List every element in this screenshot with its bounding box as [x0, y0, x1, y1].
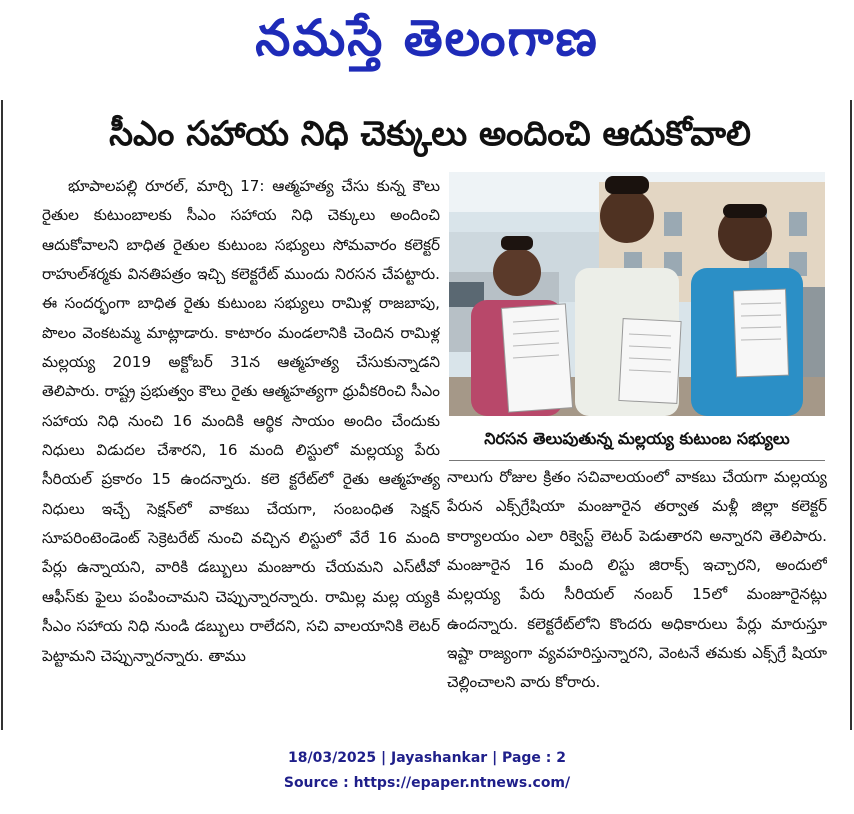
photo-caption: నిరసన తెలుపుతున్న మల్లయ్య కుటుంబ సభ్యులు	[484, 429, 790, 448]
newspaper-masthead: నమస్తే తెలంగాణ	[255, 8, 599, 67]
caption-divider	[449, 460, 825, 461]
footer-edition-info: 18/03/2025 | Jayashankar | Page : 2	[288, 750, 566, 766]
article-body-left-column: భూపాలపల్లి రూరల్, మార్చి 17: ఆత్మహత్య చేసు కున్న కౌలు రైతుల కుటుంబాలకు సీఎం సహాయ నిధి చెక్కులు అందించి ఆదుకోవాలని బాధిత రైతుల కుటుంబ సభ్యులు సోమవారం కలెక్టర్ రాహుల్‌శర్మకు వినతిపత్రం ఇచ్చి కలెక్టరేట్ ముందు నిరసన చేపట్టారు. ఈ సందర్భంగా బాధిత రైతు కుటుంబ సభ్యులు రామిళ్ల రాజబాపు, పొలం వెంకటమ్మ మాట్లాడారు. కాటారం మండలానికి చెందిన రామిళ్ల మల్లయ్య 2019 అక్టోబర్ 31న ఆత్మహత్య చేసుకున్నాడని తెలిపారు. రాష్ట్ర ప్రభుత్వం కౌలు రైతు ఆత్మహత్యగా ధ్రువీకరించి సీఎం సహాయ నిధి నుంచి 16 మందికి ఆర్థిక సాయం అందిం చేందుకు నిధులు విడుదల చేశారని, 16 మంది లిస్టులో మల్లయ్య పేరు సీరియల్ ప్రకారం 15 ఉందన్నారు. కలె క్టరేట్‌లో రైతు ఆత్మహత్య నిధులు ఇచ్చే సెక్షన్‌లో వాకబు చేయగా, సంబంధిత సెక్షన్ సూపరింటెండెంట్ సెక్రెటరేట్ నుంచి వచ్చిన లిస్టులో వేరే 16 మంది పేర్లు ఉన్నాయని, వారికి డబ్బులు మంజూరు చేయమని ఎస్‌టీవో ఆఫీస్‌కు ఫైలు పంపించామని చెప్పున్నారన్నారు. రామిల్ల మల్ల య్యకి సీఎం సహాయ నిధి నుండి డబ్బులు రాలేదని, సచి వాలయానికి లెటర్ పెట్టామని చెప్పున్నారన్నారు. తాము	[42, 177, 440, 665]
article-border-right	[850, 100, 852, 730]
article-border-left	[1, 100, 3, 730]
article-body-right-column: నాలుగు రోజుల క్రితం సచివాలయంలో వాకబు చేయగా మల్లయ్య పేరున ఎక్స్‌గ్రేషియా మంజూరైన తర్వాత మళ్లీ జిల్లా కలెక్టర్ కార్యాలయం ఎలా రిక్వెస్ట్ లెటర్ పెడుతారని అన్నారని తెలిపారు. మంజూరైన 16 మంది లిస్టు జిరాక్స్ ఇచ్చారని, అందులో మల్లయ్య పేరు సీరియల్ నంబర్ 15లో మంజూరైనట్లు ఉందన్నారు. కలెక్టరేట్‌లోని కొందరు అధికారులు పేర్లు మారుస్తూ ఇష్టా రాజ్యంగా వ్యవహరిస్తున్నారని, వెంటనే తమకు ఎక్స్‌గ్రే షియా చెల్లించాలని వారు కోరారు.	[447, 468, 827, 692]
footer-source-link[interactable]: Source : https://epaper.ntnews.com/	[283, 775, 571, 791]
news-photo	[449, 172, 825, 416]
article-headline: సీఎం సహాయ నిధి చెక్కులు అందించి ఆదుకోవాలి	[109, 114, 751, 154]
